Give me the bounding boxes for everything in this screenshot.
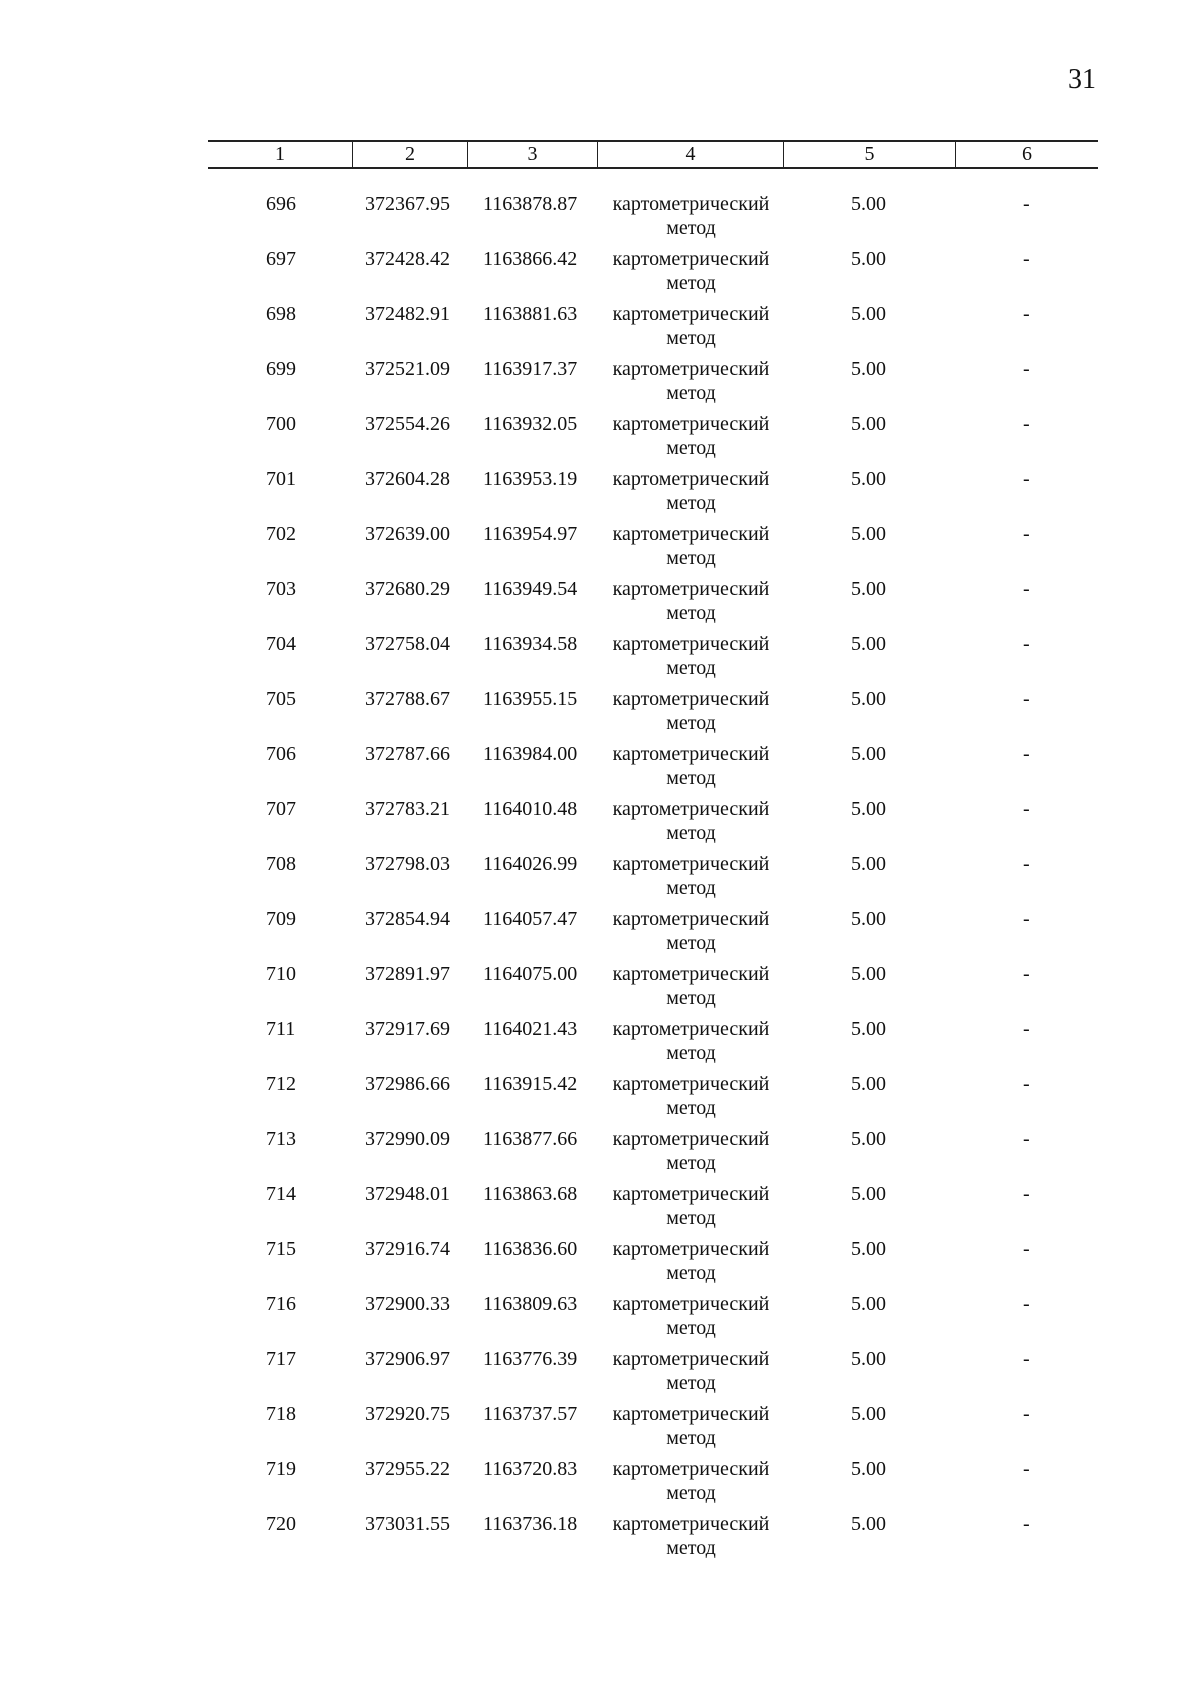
coord-x: 372554.26 [365, 413, 450, 435]
table-row [208, 1072, 1098, 1127]
point-number: 712 [266, 1073, 296, 1095]
coord-x: 372900.33 [365, 1293, 450, 1315]
table-header [208, 140, 1098, 169]
method: картометрический метод [612, 1238, 770, 1284]
method: картометрический метод [612, 1183, 770, 1229]
note: - [1023, 798, 1030, 820]
note: - [1023, 1348, 1030, 1370]
note: - [1023, 963, 1030, 985]
method: картометрический метод [612, 413, 770, 459]
point-number: 704 [266, 633, 296, 655]
coord-y: 1164010.48 [483, 798, 578, 820]
accuracy: 5.00 [851, 1183, 886, 1205]
point-number: 696 [266, 193, 296, 215]
note: - [1023, 1458, 1030, 1480]
coord-y: 1164075.00 [483, 963, 578, 985]
coord-x: 372854.94 [365, 908, 450, 930]
point-number: 699 [266, 358, 296, 380]
coord-y: 1163984.00 [483, 743, 578, 765]
coord-x: 373031.55 [365, 1513, 450, 1535]
accuracy: 5.00 [851, 248, 886, 270]
point-number: 705 [266, 688, 296, 710]
coord-y: 1164026.99 [483, 853, 578, 875]
point-number: 703 [266, 578, 296, 600]
coord-x: 372521.09 [365, 358, 450, 380]
coord-x: 372906.97 [365, 1348, 450, 1370]
coord-y: 1163878.87 [483, 193, 578, 215]
coord-y: 1163866.42 [483, 248, 578, 270]
note: - [1023, 1128, 1030, 1150]
point-number: 707 [266, 798, 296, 820]
accuracy: 5.00 [851, 1513, 886, 1535]
coord-y: 1163881.63 [483, 303, 578, 325]
coord-y: 1163737.57 [483, 1403, 578, 1425]
coord-y: 1163736.18 [483, 1513, 578, 1535]
point-number: 711 [266, 1018, 296, 1040]
accuracy: 5.00 [851, 1293, 886, 1315]
table-row [208, 907, 1098, 962]
point-number: 720 [266, 1513, 296, 1535]
coord-x: 372798.03 [365, 853, 450, 875]
method: картометрический метод [612, 1458, 770, 1504]
point-number: 715 [266, 1238, 296, 1260]
header-cell-1: 1 [208, 142, 353, 167]
coord-y: 1164021.43 [483, 1018, 578, 1040]
note: - [1023, 468, 1030, 490]
method: картометрический метод [612, 1128, 770, 1174]
header-cell-4: 4 [598, 142, 784, 167]
table-row [208, 522, 1098, 577]
coord-x: 372990.09 [365, 1128, 450, 1150]
coord-x: 372917.69 [365, 1018, 450, 1040]
note: - [1023, 1293, 1030, 1315]
point-number: 702 [266, 523, 296, 545]
coord-x: 372891.97 [365, 963, 450, 985]
header-cell-6: 6 [1022, 143, 1032, 165]
note: - [1023, 1238, 1030, 1260]
table-row [208, 247, 1098, 302]
point-number: 710 [266, 963, 296, 985]
coord-x: 372920.75 [365, 1403, 450, 1425]
accuracy: 5.00 [851, 578, 886, 600]
note: - [1023, 578, 1030, 600]
page-number: 31 [1068, 64, 1096, 95]
accuracy: 5.00 [851, 1073, 886, 1095]
table-row [208, 1127, 1098, 1182]
accuracy: 5.00 [851, 1458, 886, 1480]
coord-x: 372916.74 [365, 1238, 450, 1260]
method: картометрический метод [612, 743, 770, 789]
table-row [208, 1347, 1098, 1402]
point-number: 697 [266, 248, 296, 270]
accuracy: 5.00 [851, 688, 886, 710]
table-row [208, 632, 1098, 687]
table-row [208, 1457, 1098, 1512]
point-number: 708 [266, 853, 296, 875]
note: - [1023, 853, 1030, 875]
table-body [208, 192, 1098, 1567]
method: картометрический метод [612, 468, 770, 514]
table-row [208, 1512, 1098, 1567]
table-row [208, 412, 1098, 467]
accuracy: 5.00 [851, 413, 886, 435]
method: картометрический метод [612, 633, 770, 679]
note: - [1023, 633, 1030, 655]
note: - [1023, 743, 1030, 765]
method: картометрический метод [612, 358, 770, 404]
method: картометрический метод [612, 248, 770, 294]
accuracy: 5.00 [851, 523, 886, 545]
table-row [208, 1182, 1098, 1237]
point-number: 709 [266, 908, 296, 930]
coord-x: 372787.66 [365, 743, 450, 765]
header-cell-5: 5 [784, 142, 956, 167]
accuracy: 5.00 [851, 358, 886, 380]
note: - [1023, 1073, 1030, 1095]
accuracy: 5.00 [851, 853, 886, 875]
method: картометрический метод [612, 1073, 770, 1119]
accuracy: 5.00 [851, 743, 886, 765]
table-row [208, 577, 1098, 632]
accuracy: 5.00 [851, 963, 886, 985]
table-row [208, 852, 1098, 907]
coord-x: 372955.22 [365, 1458, 450, 1480]
table-row [208, 687, 1098, 742]
coord-y: 1163863.68 [483, 1183, 578, 1205]
accuracy: 5.00 [851, 633, 886, 655]
accuracy: 5.00 [851, 798, 886, 820]
point-number: 700 [266, 413, 296, 435]
header-cell-3: 3 [468, 142, 598, 167]
method: картометрический метод [612, 853, 770, 899]
coord-y: 1163917.37 [483, 358, 578, 380]
note: - [1023, 688, 1030, 710]
table-row [208, 192, 1098, 247]
coord-y: 1163776.39 [483, 1348, 578, 1370]
table-row [208, 302, 1098, 357]
coord-y: 1163953.19 [483, 468, 578, 490]
note: - [1023, 413, 1030, 435]
coord-x: 372948.01 [365, 1183, 450, 1205]
coord-y: 1163877.66 [483, 1128, 578, 1150]
method: картометрический метод [612, 303, 770, 349]
coord-x: 372482.91 [365, 303, 450, 325]
accuracy: 5.00 [851, 1348, 886, 1370]
table-row [208, 1237, 1098, 1292]
accuracy: 5.00 [851, 1238, 886, 1260]
point-number: 718 [266, 1403, 296, 1425]
table-row [208, 357, 1098, 412]
method: картометрический метод [612, 798, 770, 844]
point-number: 714 [266, 1183, 296, 1205]
coord-y: 1163932.05 [483, 413, 578, 435]
method: картометрический метод [612, 1348, 770, 1394]
note: - [1023, 523, 1030, 545]
method: картометрический метод [612, 193, 770, 239]
note: - [1023, 358, 1030, 380]
table-row [208, 1292, 1098, 1347]
note: - [1023, 193, 1030, 215]
coord-x: 372986.66 [365, 1073, 450, 1095]
coord-y: 1164057.47 [483, 908, 578, 930]
coord-x: 372783.21 [365, 798, 450, 820]
coord-x: 372604.28 [365, 468, 450, 490]
method: картометрический метод [612, 1513, 770, 1559]
accuracy: 5.00 [851, 303, 886, 325]
coord-y: 1163934.58 [483, 633, 578, 655]
note: - [1023, 908, 1030, 930]
coord-y: 1163809.63 [483, 1293, 578, 1315]
note: - [1023, 1513, 1030, 1535]
method: картометрический метод [612, 1403, 770, 1449]
method: картометрический метод [612, 1293, 770, 1339]
coord-y: 1163954.97 [483, 523, 578, 545]
header-cell-2: 2 [353, 142, 468, 167]
method: картометрический метод [612, 908, 770, 954]
point-number: 716 [266, 1293, 296, 1315]
coord-x: 372680.29 [365, 578, 450, 600]
coord-y: 1163720.83 [483, 1458, 578, 1480]
point-number: 719 [266, 1458, 296, 1480]
accuracy: 5.00 [851, 468, 886, 490]
table-row [208, 1402, 1098, 1457]
method: картометрический метод [612, 578, 770, 624]
accuracy: 5.00 [851, 908, 886, 930]
note: - [1023, 1018, 1030, 1040]
point-number: 698 [266, 303, 296, 325]
coord-x: 372367.95 [365, 193, 450, 215]
point-number: 713 [266, 1128, 296, 1150]
table-row [208, 742, 1098, 797]
method: картометрический метод [612, 688, 770, 734]
note: - [1023, 1183, 1030, 1205]
method: картометрический метод [612, 963, 770, 1009]
point-number: 706 [266, 743, 296, 765]
coord-x: 372758.04 [365, 633, 450, 655]
coord-x: 372428.42 [365, 248, 450, 270]
accuracy: 5.00 [851, 1403, 886, 1425]
accuracy: 5.00 [851, 193, 886, 215]
coord-y: 1163915.42 [483, 1073, 578, 1095]
note: - [1023, 1403, 1030, 1425]
note: - [1023, 303, 1030, 325]
table-row [208, 467, 1098, 522]
coord-y: 1163836.60 [483, 1238, 578, 1260]
method: картометрический метод [612, 1018, 770, 1064]
table-row [208, 797, 1098, 852]
table-row [208, 1017, 1098, 1072]
coord-y: 1163955.15 [483, 688, 578, 710]
coord-x: 372788.67 [365, 688, 450, 710]
accuracy: 5.00 [851, 1128, 886, 1150]
accuracy: 5.00 [851, 1018, 886, 1040]
note: - [1023, 248, 1030, 270]
coord-x: 372639.00 [365, 523, 450, 545]
point-number: 701 [266, 468, 296, 490]
point-number: 717 [266, 1348, 296, 1370]
coord-y: 1163949.54 [483, 578, 578, 600]
table-row [208, 962, 1098, 1017]
method: картометрический метод [612, 523, 770, 569]
